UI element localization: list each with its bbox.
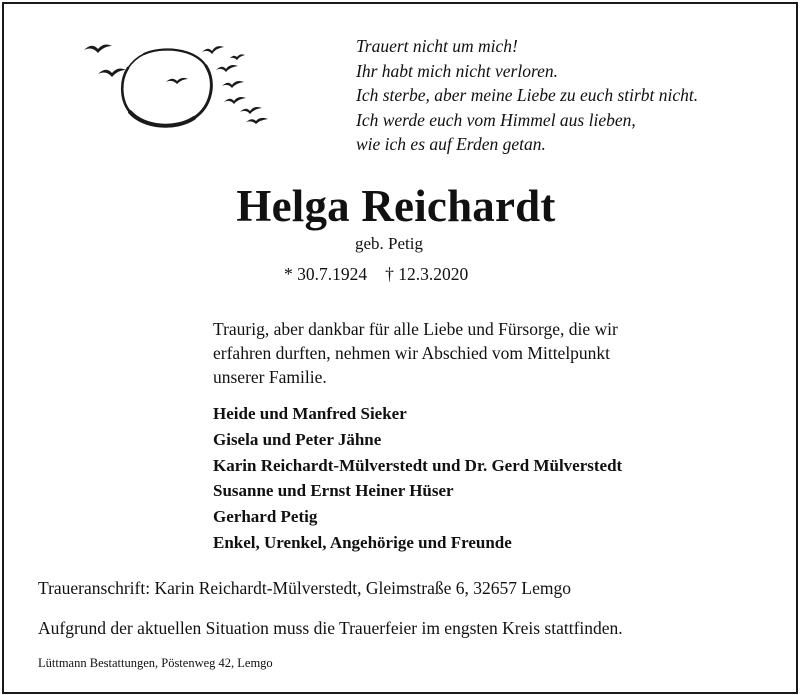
mourner-entry: Gerhard Petig [213, 507, 318, 527]
life-dates [284, 263, 468, 285]
poem-line: Trauert nicht um mich! [356, 36, 518, 56]
mourners-list [213, 401, 622, 556]
intro-text [213, 317, 618, 389]
mourner-entry: Heide und Manfred Sieker [213, 404, 407, 423]
poem-line: Ihr habt mich nicht verloren. [356, 60, 559, 81]
deceased-name: Helga Reichardt [236, 181, 556, 231]
mourner-entry: Enkel, Urenkel, Angehörige und Freunde [213, 532, 512, 552]
intro-line: erfahren durften, nehmen wir Abschied vom Mittelpunkt [213, 343, 611, 363]
intro-line: Traurig, aber dankbar für alle Liebe und Fürsorge, die wir [213, 319, 618, 339]
birth-date: * 30.7.1924 [284, 264, 368, 284]
mourning-address: Traueranschrift: Karin Reichardt-Mülverstedt, Gleimstraße 6, 32657 Lemgo [38, 578, 571, 598]
mourner-entry: Gisela und Peter Jähne [213, 429, 382, 449]
intro-line: unserer Familie. [213, 367, 327, 387]
funeral-notice: Aufgrund der aktuellen Situation muss die Trauerfeier im engsten Kreis stattfinden. [38, 618, 623, 638]
poem-line: Ich werde euch vom Himmel aus lieben, [356, 109, 636, 130]
poem [356, 34, 698, 157]
mourner-entry: Karin Reichardt-Mülverstedt und Dr. Gerd Mülverstedt [213, 455, 623, 475]
undertaker-info: Lüttmann Bestattungen, Pöstenweg 42, Lemgo [38, 656, 273, 670]
moon-with-flying-birds-icon [82, 36, 272, 136]
death-date: † 12.3.2020 [385, 264, 469, 284]
poem-line: Ich sterbe, aber meine Liebe zu euch stirbt nicht. [356, 85, 699, 105]
mourner-entry: Susanne und Ernst Heiner Hüser [213, 481, 454, 501]
poem-line: wie ich es auf Erden getan. [356, 134, 546, 154]
maiden-name: geb. Petig [355, 234, 423, 253]
